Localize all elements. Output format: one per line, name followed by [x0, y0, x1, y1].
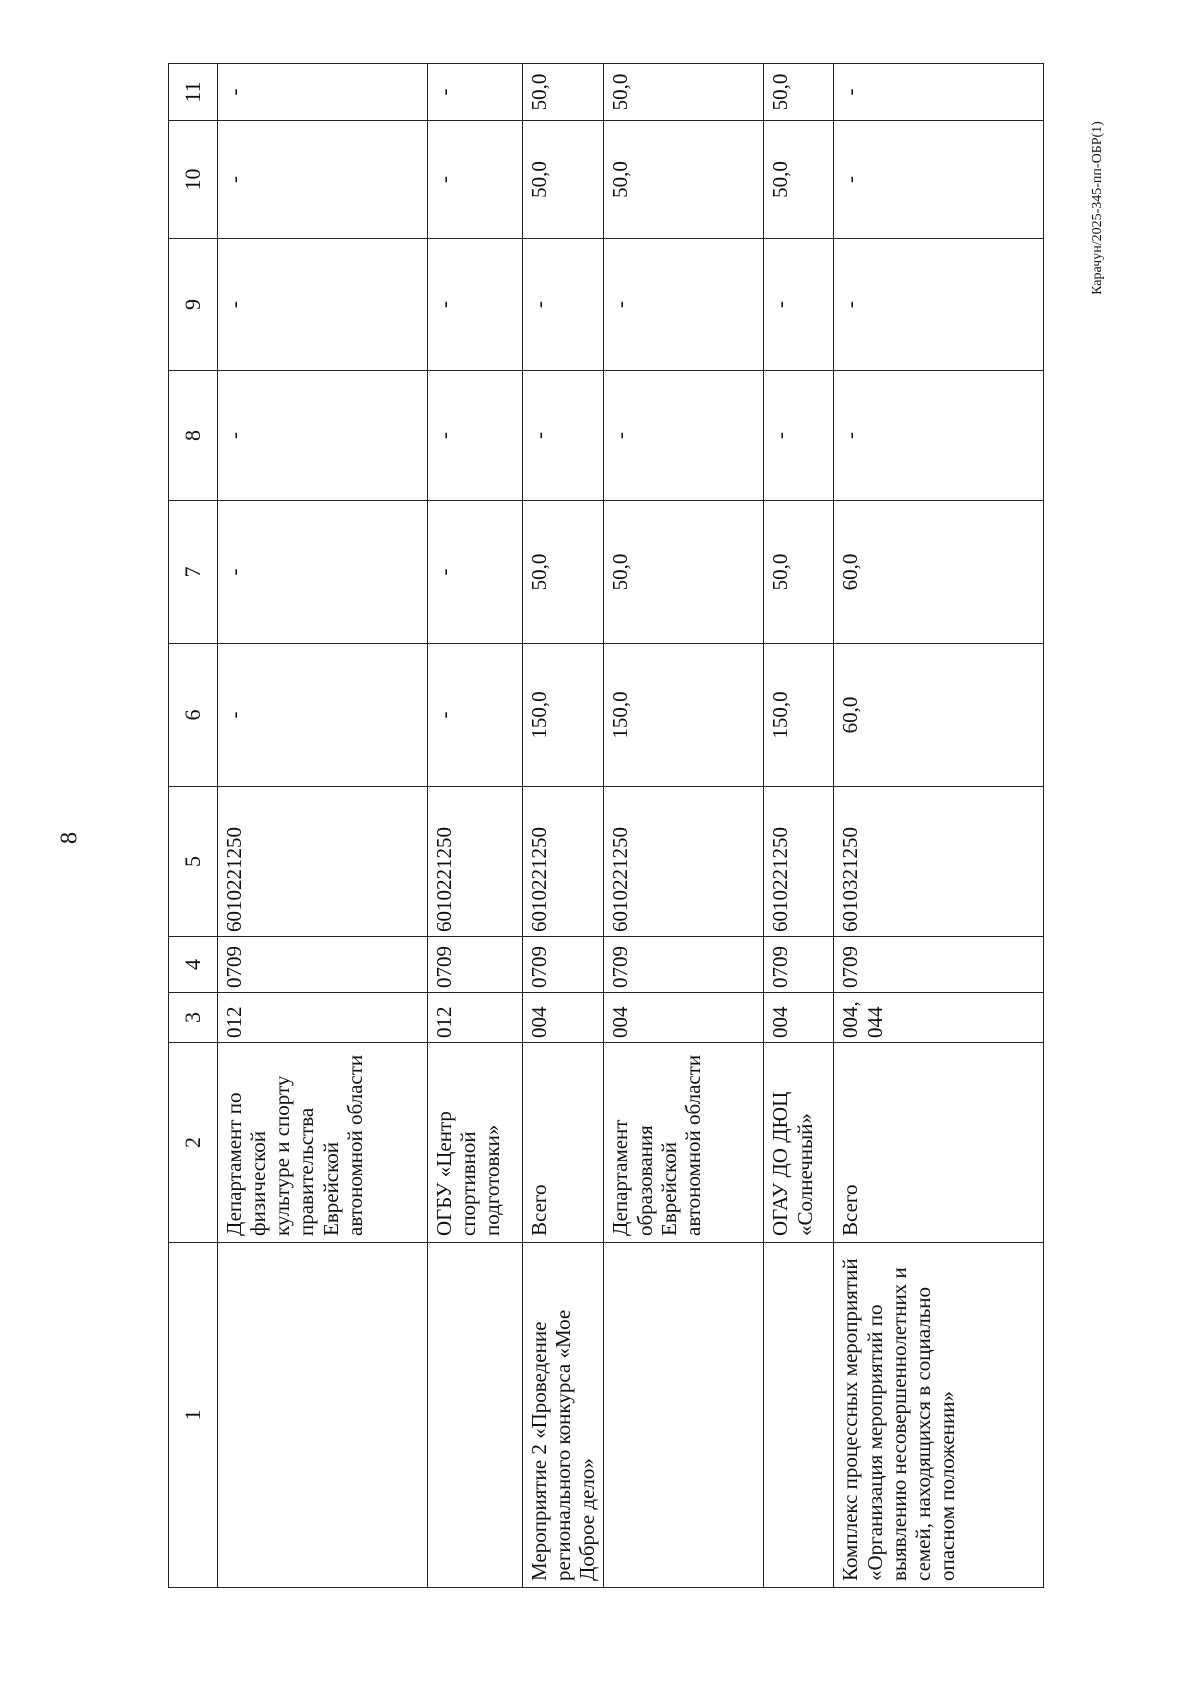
header-col-3: 3: [169, 993, 218, 1043]
cell-activity: [218, 1243, 428, 1588]
cell-value-8: -: [604, 371, 764, 501]
document-code: Карачун/2025-345-пп-ОБР(1): [1090, 121, 1105, 295]
cell-executor: ОГБУ «Центр спортивной подготовки»: [428, 1043, 523, 1243]
cell-executor: Департамент образования Еврейской автономной области: [604, 1043, 764, 1243]
cell-activity: [428, 1243, 523, 1588]
header-col-7: 7: [169, 501, 218, 644]
cell-value-11: -: [218, 64, 428, 121]
header-col-4: 4: [169, 937, 218, 993]
cell-value-10: -: [428, 121, 523, 239]
cell-value-9: -: [604, 239, 764, 371]
cell-grbs: 004: [764, 993, 834, 1043]
header-col-10: 10: [169, 121, 218, 239]
cell-section: 0709: [428, 937, 523, 993]
cell-value-7: 50,0: [523, 501, 604, 644]
cell-grbs: 004, 044: [834, 993, 1044, 1043]
header-col-9: 9: [169, 239, 218, 371]
header-col-8: 8: [169, 371, 218, 501]
cell-value-11: -: [428, 64, 523, 121]
rotated-table-container: [168, 64, 1044, 1588]
cell-target-article: 6010221250: [764, 787, 834, 937]
table-row: [218, 64, 428, 1588]
cell-total: -: [218, 644, 428, 787]
cell-value-10: -: [834, 121, 1044, 239]
cell-value-8: -: [834, 371, 1044, 501]
cell-value-8: -: [218, 371, 428, 501]
cell-executor: ОГАУ ДО ДЮЦ «Солнечный»: [764, 1043, 834, 1243]
page-number: 8: [56, 832, 83, 844]
cell-grbs: 012: [428, 993, 523, 1043]
cell-target-article: 6010221250: [523, 787, 604, 937]
cell-activity: [764, 1243, 834, 1588]
cell-section: 0709: [604, 937, 764, 993]
cell-value-7: 60,0: [834, 501, 1044, 644]
cell-grbs: 004: [523, 993, 604, 1043]
cell-executor: Всего: [523, 1043, 604, 1243]
cell-activity: Мероприятие 2 «Проведение регионального конкурса «Мое Доброе дело»: [523, 1243, 604, 1588]
cell-section: 0709: [523, 937, 604, 993]
cell-value-11: 50,0: [764, 64, 834, 121]
cell-activity: [604, 1243, 764, 1588]
cell-value-11: -: [834, 64, 1044, 121]
header-col-1: 1: [169, 1243, 218, 1588]
cell-section: 0709: [834, 937, 1044, 993]
cell-executor: Департамент по физической культуре и спорту правительства Еврейской автономной области: [218, 1043, 428, 1243]
cell-value-8: -: [523, 371, 604, 501]
cell-total: 60,0: [834, 644, 1044, 787]
cell-section: 0709: [218, 937, 428, 993]
cell-executor: Всего: [834, 1043, 1044, 1243]
header-col-2: 2: [169, 1043, 218, 1243]
cell-target-article: 6010221250: [218, 787, 428, 937]
cell-activity: Комплекс процессных мероприятий «Организация мероприятий по выявлению несовершеннолетних и семей, находящихся в социально опасном положении»: [834, 1243, 1044, 1588]
cell-target-article: 6010221250: [604, 787, 764, 937]
cell-value-7: 50,0: [604, 501, 764, 644]
table-row: [834, 64, 1044, 1588]
cell-value-11: 50,0: [523, 64, 604, 121]
cell-value-9: -: [764, 239, 834, 371]
cell-value-9: -: [523, 239, 604, 371]
cell-value-8: -: [428, 371, 523, 501]
header-col-6: 6: [169, 644, 218, 787]
cell-value-10: 50,0: [764, 121, 834, 239]
cell-target-article: 6010221250: [428, 787, 523, 937]
cell-value-11: 50,0: [604, 64, 764, 121]
cell-value-10: 50,0: [604, 121, 764, 239]
cell-total: 150,0: [764, 644, 834, 787]
cell-value-7: -: [428, 501, 523, 644]
cell-value-9: -: [834, 239, 1044, 371]
table-row: [523, 64, 604, 1588]
table-row: [604, 64, 764, 1588]
table-header-row: [169, 64, 218, 1588]
cell-total: -: [428, 644, 523, 787]
cell-total: 150,0: [604, 644, 764, 787]
cell-grbs: 012: [218, 993, 428, 1043]
table-row: [428, 64, 523, 1588]
cell-value-7: 50,0: [764, 501, 834, 644]
cell-section: 0709: [764, 937, 834, 993]
cell-value-10: -: [218, 121, 428, 239]
cell-total: 150,0: [523, 644, 604, 787]
cell-value-7: -: [218, 501, 428, 644]
cell-value-9: -: [218, 239, 428, 371]
header-col-11: 11: [169, 64, 218, 121]
cell-value-10: 50,0: [523, 121, 604, 239]
cell-value-8: -: [764, 371, 834, 501]
budget-table: [168, 63, 1044, 1588]
header-col-5: 5: [169, 787, 218, 937]
table-row: [764, 64, 834, 1588]
cell-target-article: 6010321250: [834, 787, 1044, 937]
cell-value-9: -: [428, 239, 523, 371]
cell-grbs: 004: [604, 993, 764, 1043]
